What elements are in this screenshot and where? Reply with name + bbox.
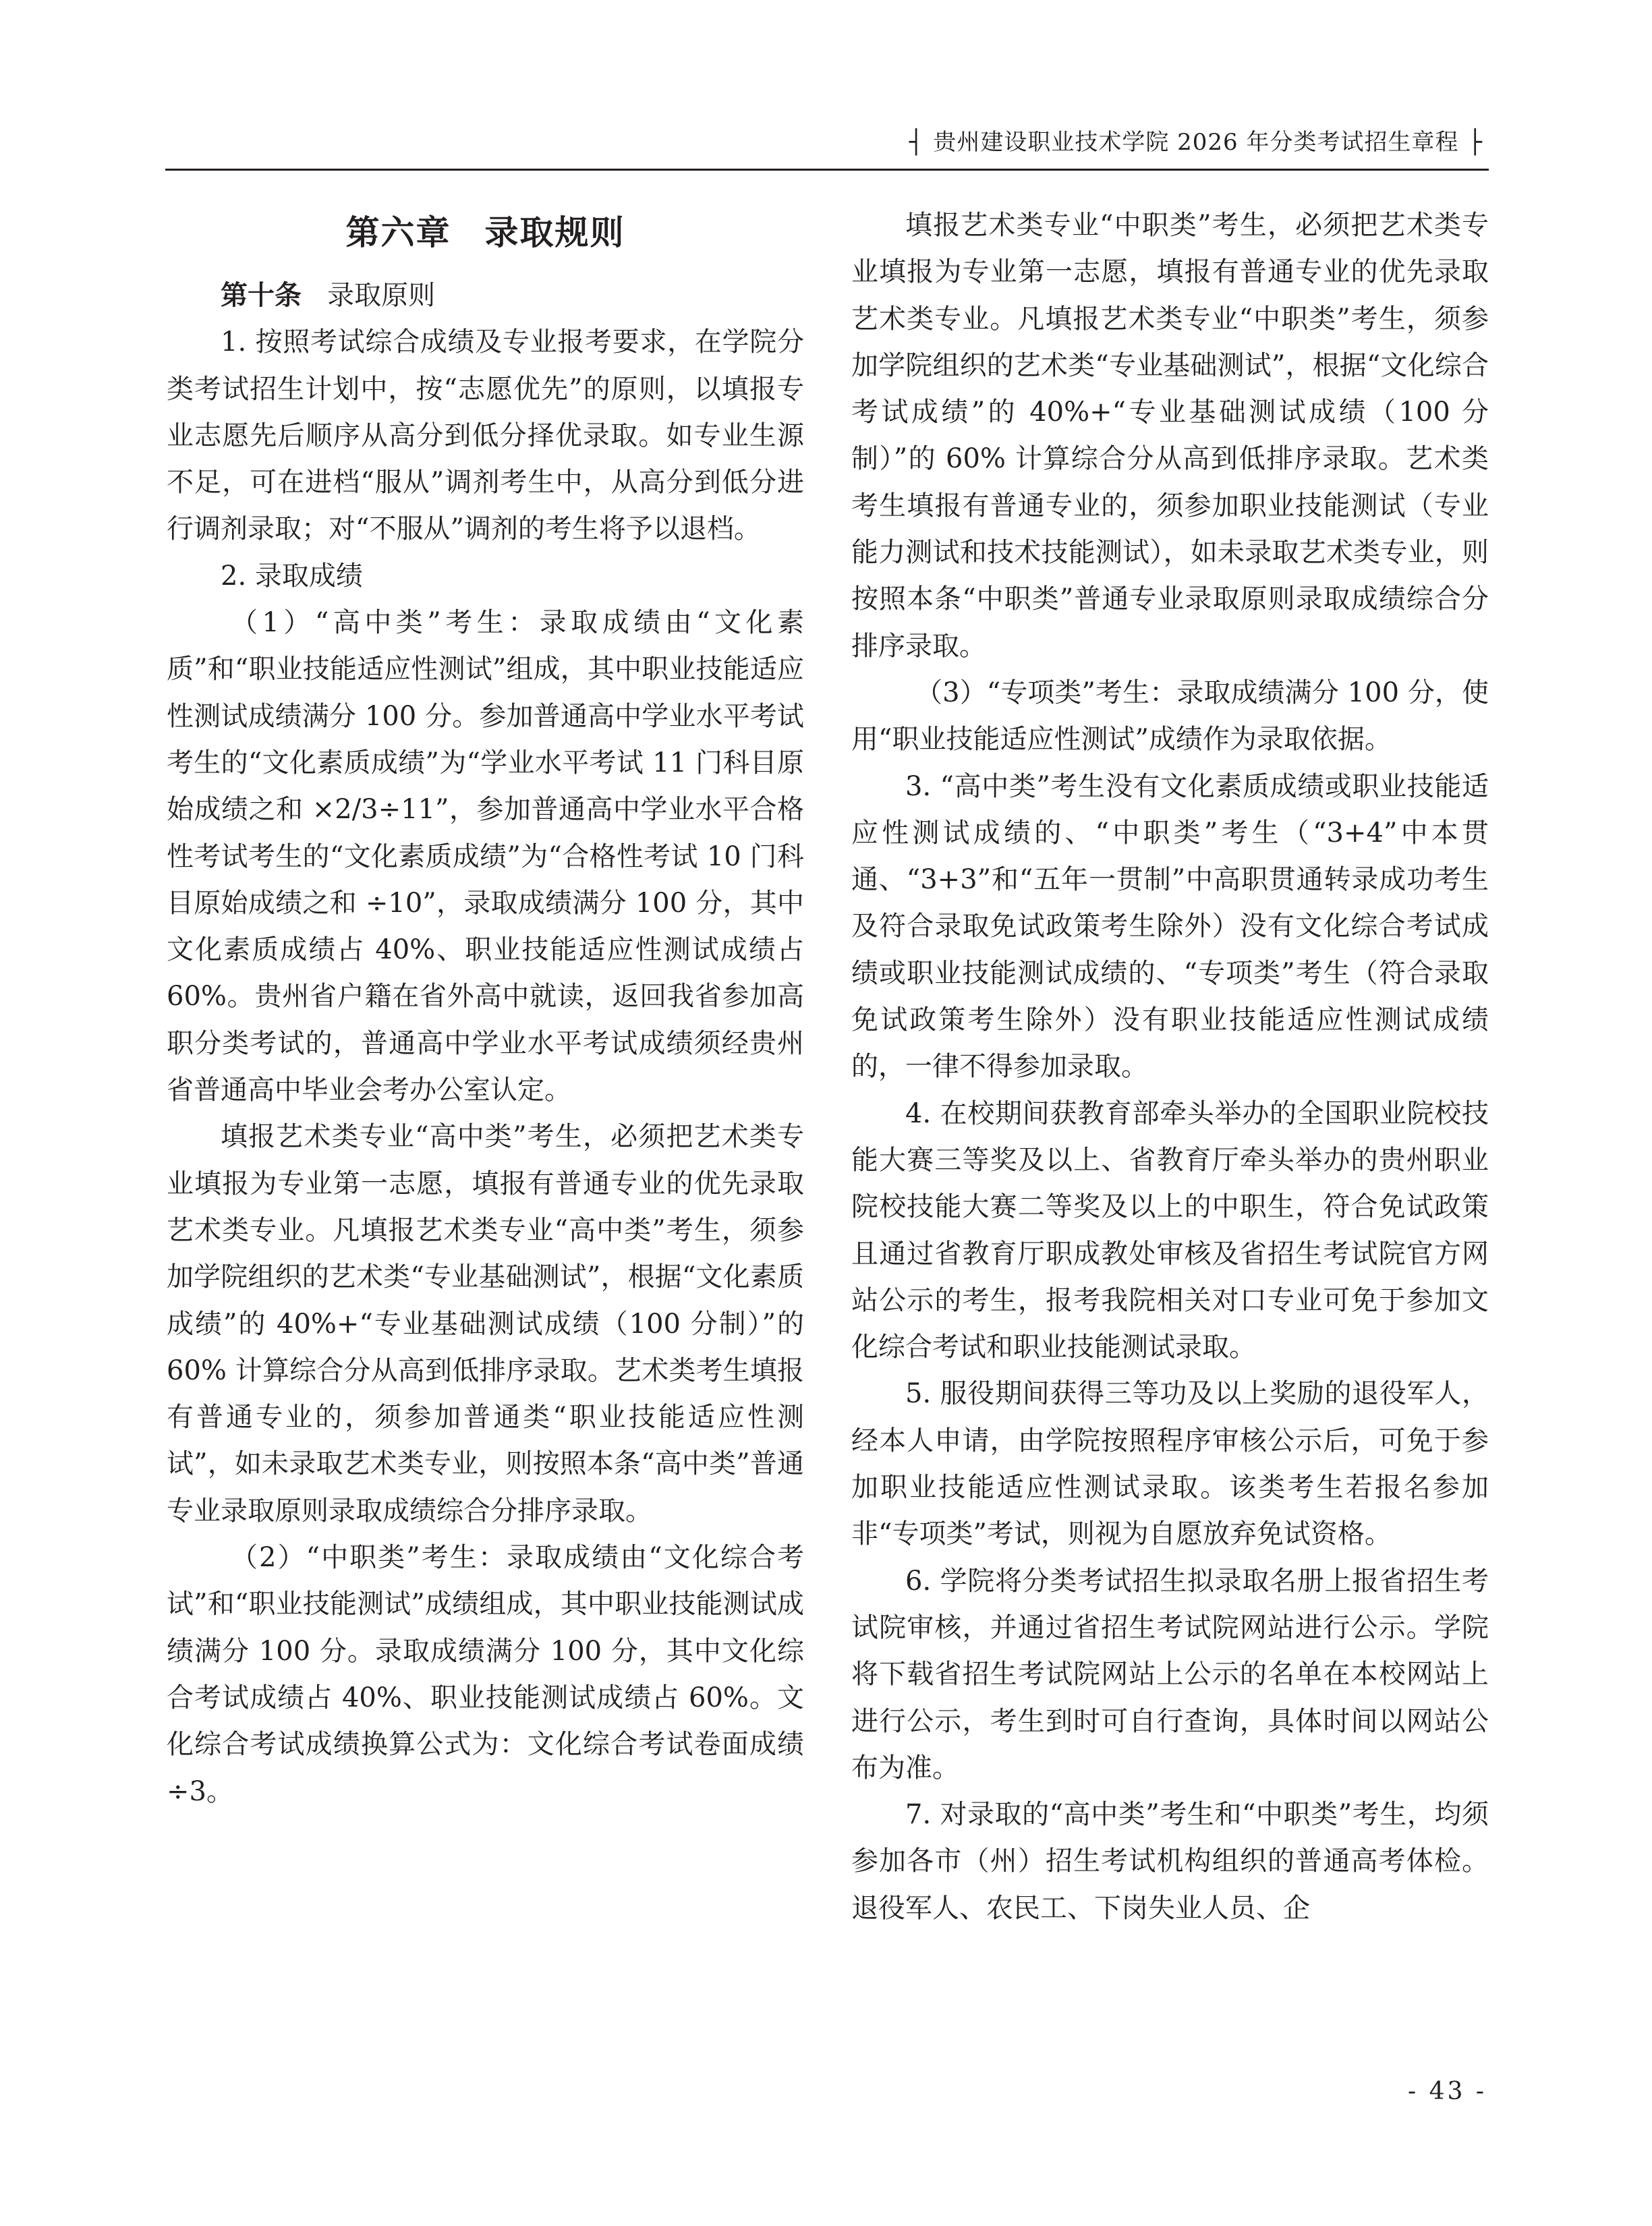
left-column (167, 202, 804, 1815)
article-number: 第十条 (221, 280, 302, 311)
running-header (900, 123, 1492, 156)
article-heading (167, 273, 804, 319)
header-bar-right: ├ (1468, 129, 1483, 156)
paragraph: 1. 按照考试综合成绩及专业报考要求，在学院分类考试招生计划中，按“志愿优先”的原则，以填报专业志愿先后顺序从高分到低分择优录取。如专业生源不足，可在进档“服从”调剂考生中，从高分到低分进行调剂录取；对“不服从”调剂的考生将予以退档。 (167, 326, 804, 545)
paragraph: 3. “高中类”考生没有文化素质成绩或职业技能适应性测试成绩的、“中职类”考生（“3+4”中本贯通、“3+3”和“五年一贯制”中高职贯通转录成功考生及符合录取免试政策考生除外）没有文化综合考试成绩或职业技能测试成绩的、“专项类”考生（符合录取免试政策考生除外）没有职业技能适应性测试成绩的，一律不得参加录取。 (851, 770, 1489, 1083)
paragraph: 2. 录取成绩 (221, 560, 363, 592)
paragraph: 填报艺术类专业“高中类”考生，必须把艺术类专业填报为专业第一志愿，填报有普通专业的优先录取艺术类专业。凡填报艺术类专业“高中类”考生，须参加学院组织的艺术类“专业基础测试”，根据“文化素质成绩”的 40%+“专业基础测试成绩（100 分制）”的 60% 计算综合分从高到低排序录取。艺术类考生填报有普通专业的，须参加普通类“职业技能适应性测试”，如未录取艺术类专业，则按照本条“高中类”普通专业录取原则录取成绩综合分排序录取。 (167, 1121, 804, 1526)
paragraph: （3）“专项类”考生：录取成绩满分 100 分，使用“职业技能适应性测试”成绩作为录取依据。 (851, 677, 1489, 755)
paragraph: 填报艺术类专业“中职类”考生，必须把艺术类专业填报为专业第一志愿，填报有普通专业的优先录取艺术类专业。凡填报艺术类专业“中职类”考生，须参加学院组织的艺术类“专业基础测试”，根据“文化综合考试成绩”的 40%+“专业基础测试成绩（100 分制）”的 60% 计算综合分从高到低排序录取。艺术类考生填报有普通专业的，须参加职业技能测试（专业能力测试和技术技能测试），如未录取艺术类专业，则按照本条“中职类”普通专业录取原则录取成绩综合分排序录取。 (851, 210, 1489, 662)
chapter-heading (167, 202, 804, 273)
paragraph: 6. 学院将分类考试招生拟录取名册上报省招生考试院审核，并通过省招生考试院网站进行公示。学院将下载省招生考试院网站上公示的名单在本校网站上进行公示，考生到时可自行查询，具体时间以网站公布为准。 (851, 1565, 1489, 1783)
paragraph: 4. 在校期间获教育部牵头举办的全国职业院校技能大赛三等奖及以上、省教育厅牵头举办的贵州职业院校技能大赛二等奖及以上的中职生，符合免试政策且通过省教育厅职成教处审核及省招生考试院官方网站公示的考生，报考我院相关对口专业可免于参加文化综合考试和职业技能测试录取。 (851, 1097, 1489, 1363)
paragraph: 5. 服役期间获得三等功及以上奖励的退役军人，经本人申请，由学院按照程序审核公示后，可免于参加职业技能适应性测试录取。该类考生若报名参加非“专项类”考试，则视为自愿放弃免试资格。 (851, 1378, 1489, 1550)
paragraph: 7. 对录取的“高中类”考生和“中职类”考生，均须参加各市（州）招生考试机构组织的普通高考体检。退役军人、农民工、下岗失业人员、企 (851, 1799, 1489, 1924)
chapter-number: 第六章 (345, 213, 451, 252)
chapter-title: 录取规则 (484, 213, 625, 252)
header-bar-left: ┤ (909, 129, 924, 156)
article-title: 录取原则 (327, 280, 436, 311)
header-rule (165, 169, 1489, 171)
paragraph: （2）“中职类”考生：录取成绩由“文化综合考试”和“职业技能测试”成绩组成，其中职业技能测试成绩满分 100 分。录取成绩满分 100 分，其中文化综合考试成绩占 40%、职业技能测试成绩占 60%。文化综合考试成绩换算公式为：文化综合考试卷面成绩 ÷3。 (167, 1542, 804, 1807)
right-column (851, 202, 1489, 1932)
page-number: - 43 - (1407, 2078, 1487, 2105)
paragraph: （1）“高中类”考生：录取成绩由“文化素质”和“职业技能适应性测试”组成，其中职业技能适应性测试成绩满分 100 分。参加普通高中学业水平考试考生的“文化素质成绩”为“学业水平考试 11 门科目原始成绩之和 ×2/3÷11”，参加普通高中学业水平合格性考试考生的“文化素质成绩”为“合格性考试 10 门科目原始成绩之和 ÷10”，录取成绩满分 100 分，其中文化素质成绩占 40%、职业技能适应性测试成绩占 60%。贵州省户籍在省外高中就读，返回我省参加高职分类考试的，普通高中学业水平考试成绩须经贵州省普通高中毕业会考办公室认定。 (167, 607, 804, 1106)
header-title: 贵州建设职业技术学院 2026 年分类考试招生章程 (933, 129, 1459, 156)
